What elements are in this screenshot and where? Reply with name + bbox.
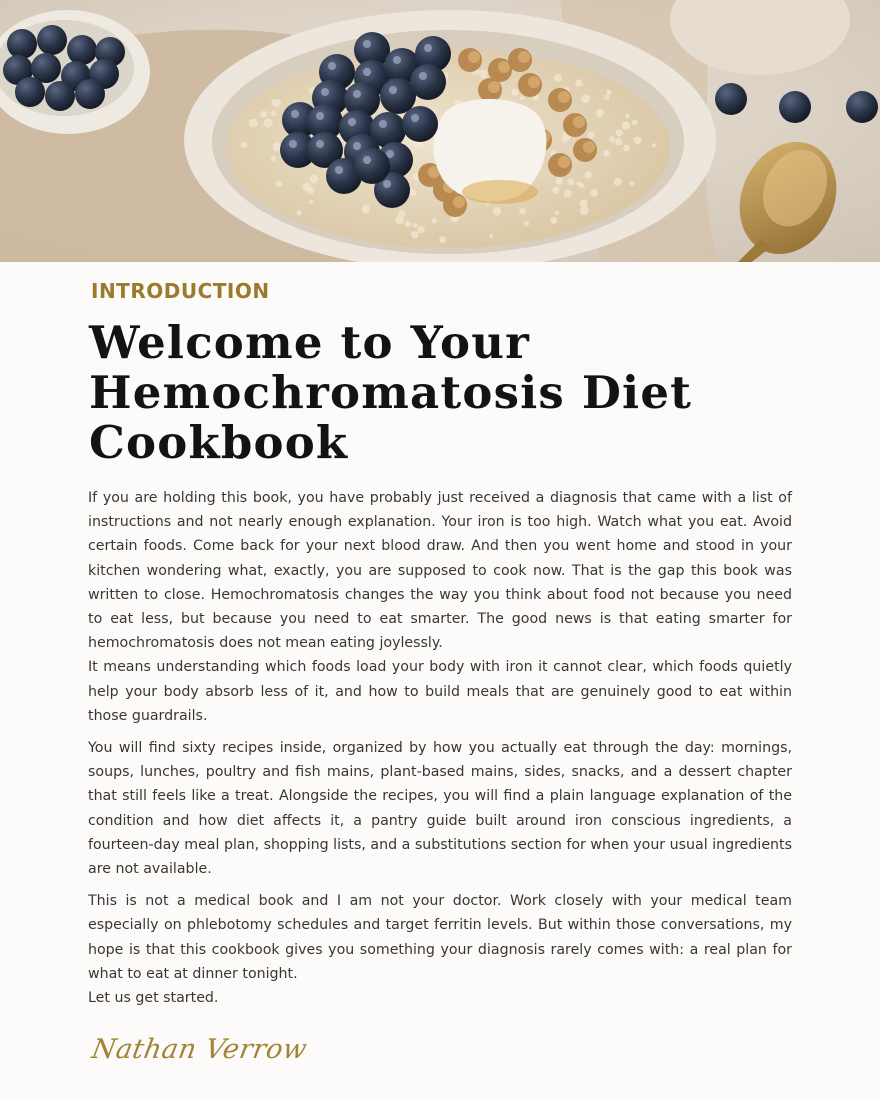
- walnut: [453, 196, 465, 208]
- oat-texture: [590, 189, 598, 197]
- oat-texture: [604, 94, 610, 100]
- oat-texture: [552, 187, 559, 194]
- oat-texture: [439, 236, 446, 243]
- oat-texture: [489, 234, 493, 238]
- blueberry-highlight: [424, 44, 432, 52]
- oat-texture: [580, 200, 588, 208]
- oat-texture: [264, 119, 273, 128]
- oat-texture: [519, 208, 526, 215]
- oat-texture: [405, 221, 411, 227]
- oat-texture: [241, 142, 248, 149]
- oat-texture: [580, 206, 589, 215]
- walnut: [518, 51, 530, 63]
- blueberry: [67, 35, 97, 65]
- oat-texture: [409, 189, 416, 196]
- walnut: [468, 51, 480, 63]
- blueberry-highlight: [328, 62, 336, 70]
- blueberry-highlight: [353, 90, 361, 98]
- blueberry-highlight: [419, 72, 427, 80]
- title-line-1: Welcome to Your: [89, 316, 531, 369]
- blueberry-highlight: [291, 110, 299, 118]
- blueberry-highlight: [363, 156, 371, 164]
- oat-texture: [615, 129, 623, 137]
- oat-texture: [493, 207, 501, 215]
- oat-texture: [575, 79, 582, 86]
- blueberry: [779, 91, 811, 123]
- blueberry: [354, 148, 390, 184]
- oat-texture: [634, 136, 642, 144]
- author-signature: Nathan Verrow: [89, 1034, 310, 1065]
- walnut: [558, 156, 570, 168]
- oat-texture: [395, 216, 403, 224]
- oat-texture: [632, 119, 638, 125]
- oat-texture: [609, 136, 615, 142]
- walnut: [528, 76, 540, 88]
- oat-texture: [555, 211, 560, 216]
- blueberry-highlight: [289, 140, 297, 148]
- hero-image: [0, 0, 880, 262]
- blueberry: [402, 106, 438, 142]
- blueberry-highlight: [353, 142, 361, 150]
- oat-texture: [652, 143, 656, 147]
- body-text: [88, 486, 792, 1010]
- oat-texture: [588, 131, 595, 138]
- blueberry: [37, 25, 67, 55]
- oat-texture: [618, 140, 623, 145]
- oat-texture: [260, 111, 267, 118]
- paragraph-4: This is not a medical book and I am not your doctor. Work closely with your medical team especially on phlebotomy schedules and target ferritin levels. But within those conversations, my hope is that this cookbook gives you something your diagnosis rarely comes with: a real plan for what to eat at dinner tonight.: [88, 893, 792, 982]
- section-eyebrow: INTRODUCTION: [91, 279, 270, 303]
- oat-texture: [362, 205, 370, 213]
- blueberry-highlight: [389, 86, 397, 94]
- oat-texture: [296, 210, 301, 215]
- oat-texture: [614, 178, 622, 186]
- oat-texture: [554, 74, 562, 82]
- walnut: [583, 141, 595, 153]
- oat-texture: [606, 90, 611, 95]
- blueberry: [715, 83, 747, 115]
- oat-texture: [623, 145, 630, 152]
- blueberry: [410, 64, 446, 100]
- oat-texture: [249, 119, 258, 128]
- oat-texture: [276, 180, 283, 187]
- oat-texture: [556, 177, 563, 184]
- walnut: [498, 61, 510, 73]
- blueberry-highlight: [393, 56, 401, 64]
- blueberry-highlight: [363, 68, 371, 76]
- oat-texture: [412, 223, 417, 228]
- walnut: [573, 116, 585, 128]
- oat-texture: [581, 94, 590, 103]
- oat-texture: [550, 217, 557, 224]
- blueberry-highlight: [348, 118, 356, 126]
- blueberry: [45, 81, 75, 111]
- page-title: [89, 318, 809, 468]
- blueberry-highlight: [316, 112, 324, 120]
- oat-texture: [272, 99, 280, 107]
- oat-texture: [622, 121, 631, 130]
- blueberry-highlight: [316, 140, 324, 148]
- oat-texture: [564, 190, 572, 198]
- oat-texture: [520, 96, 524, 100]
- blueberry-highlight: [363, 40, 371, 48]
- paragraph-5: Let us get started.: [88, 990, 219, 1007]
- oat-texture: [625, 114, 629, 118]
- oat-texture: [629, 181, 634, 186]
- oat-texture: [596, 109, 604, 117]
- walnut: [488, 81, 500, 93]
- oat-texture: [309, 175, 318, 184]
- oat-texture: [567, 179, 574, 186]
- paragraph-1: If you are holding this book, you have probably just received a diagnosis that came with a list of instructions and not nearly enough explanation. Your iron is too high. Watch what you eat. Avoid certain foods. Come back for your next blood draw. And then you went home and stood in your kitchen wondering what, exactly, you are supposed to cook now. That is the gap this book was written to close. Hemochromatosis changes the way you think about food not because you need to eat less, but because you need to eat smarter. The good news is that eating smarter for hemochromatosis does not mean eating joylessly.: [88, 490, 792, 652]
- blueberry: [846, 91, 878, 123]
- title-line-3: Cookbook: [89, 416, 349, 469]
- blueberry: [75, 79, 105, 109]
- oat-texture: [603, 150, 610, 157]
- oat-texture: [411, 231, 418, 238]
- blueberry-highlight: [321, 88, 329, 96]
- blueberry-highlight: [411, 114, 419, 122]
- blueberry: [15, 77, 45, 107]
- walnut: [558, 91, 570, 103]
- oat-texture: [511, 89, 518, 96]
- title-line-2: Hemochromatosis Diet: [89, 366, 693, 419]
- oat-texture: [524, 221, 529, 226]
- paragraph-3: You will find sixty recipes inside, organized by how you actually eat through the day: mornings, soups, lunches, poultry and fish mains, plant-based mains, sides, snacks, and a dessert chapter that still feels like a treat. Alongside the recipes, you will find a plain language explanation of the condition and how diet affects it, a pantry guide built around iron conscious ingredients, a fourteen-day meal plan, shopping lists, and a substitutions section for when your usual ingredients are not available.: [88, 740, 792, 878]
- oat-texture: [576, 181, 580, 185]
- oat-texture: [432, 218, 437, 223]
- blueberry-highlight: [383, 180, 391, 188]
- oat-texture: [309, 200, 313, 204]
- oat-texture: [585, 171, 592, 178]
- oat-texture: [307, 187, 314, 194]
- oat-texture: [417, 226, 425, 234]
- oat-texture: [271, 111, 276, 116]
- blueberry-highlight: [379, 120, 387, 128]
- paragraph-2: It means understanding which foods load your body with iron it cannot clear, which foods quietly help your body absorb less of it, and how to build meals that are genuinely good to eat within those guardrails.: [88, 659, 792, 724]
- blueberry-highlight: [335, 166, 343, 174]
- blueberry: [7, 29, 37, 59]
- oat-texture: [271, 156, 276, 161]
